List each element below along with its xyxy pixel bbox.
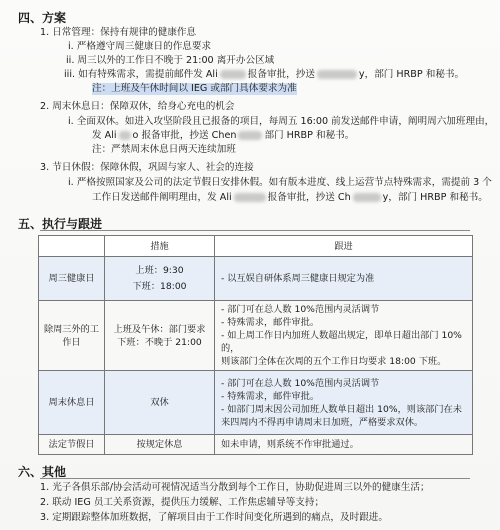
row-measure: 上班：9:30 下班：18:00 (105, 257, 215, 301)
row-name: 周三健康日 (39, 257, 105, 301)
redacted-name (234, 193, 266, 202)
table-header-row (39, 236, 473, 257)
plan-item-1-ii: ii. 周三以外的工作日不晚于 21:00 离开办公区域 (66, 55, 275, 66)
redacted-name (119, 131, 131, 140)
table-row (39, 257, 473, 301)
row-follow: - 部门可在总人数 10%范围内灵活调节 - 特殊需求，邮件审批。 - 如上周工作日内加班人数超出规定，即单日超出部门 10%的， 则该部门全体在次周的五个工作日均要求 18:00 下班。 (215, 301, 473, 371)
plan-item-3-i-cont: 工作日发送邮件阐明理由，发 Ali 报备审批，抄送 Ch y，部门 HRBP 和秘书。 (92, 192, 488, 203)
section-divider (40, 478, 470, 479)
row-measure: 双休 (105, 371, 215, 435)
plan-item-3-i: i. 严格按照国家及公司的法定节假日安排休假。如有版本进度、线上运营节点特殊需求，需提前 3 个 (68, 177, 492, 188)
redacted-name (238, 131, 262, 140)
other-item-3: 3. 定期跟踪整体加班数据，了解项目由于工作时间变化所遇到的痛点，及时跟进。 (40, 512, 388, 523)
execution-table (38, 235, 473, 455)
section-heading-execution: 五、执行与跟进 (18, 217, 103, 231)
other-item-1: 1. 光子各俱乐部/协会活动可视情况适当分散到每个工作日，协助促进周三以外的健康生活； (40, 482, 430, 493)
column-header-follow: 跟进 (215, 236, 473, 257)
row-follow: - 部门可在总人数 10%范围内灵活调节 - 特殊需求，邮件审批。 - 如部门周末因公司加班人数单日超出 10%，则该部门在未 来四周内不得再申请周末日加班，严格要求双休。 (215, 371, 473, 435)
section-heading-plan: 四、方案 (18, 11, 67, 25)
row-follow: 如未申请，则系统不作审批通过。 (215, 435, 473, 455)
plan-item-2-note: 注：严禁周末休息日两天连续加班 (92, 144, 236, 155)
table-row (39, 301, 473, 371)
row-measure: 上班及午休：部门要求 下班：不晚于 21:00 (105, 301, 215, 371)
row-name: 除周三外的工作日 (39, 301, 105, 371)
column-header-measure: 措施 (105, 236, 215, 257)
section-divider (40, 230, 470, 231)
redacted-name (353, 193, 381, 202)
row-name: 周末休息日 (39, 371, 105, 435)
row-measure: 按规定休息 (105, 435, 215, 455)
plan-item-1-iii: iii. 如有特殊需求，需提前邮件发 Ali 报备审批，抄送 y，部门 HRBP 和秘书。 (64, 69, 465, 80)
redacted-name (317, 70, 357, 79)
other-item-2: 2. 联动 IEG 员工关系资源，提供压力缓解、工作焦虑辅导等支持； (40, 497, 325, 508)
table-row (39, 435, 473, 455)
table-row (39, 371, 473, 435)
plan-item-2-i-cont: 发 Ali o 报备审批，抄送 Chen 部门 HRBP 和秘书。 (92, 130, 355, 141)
row-follow: - 以互娱自研体系周三健康日规定为准 (215, 257, 473, 301)
row-name: 法定节假日 (39, 435, 105, 455)
plan-item-1-i: i. 严格遵守周三健康日的作息要求 (68, 41, 212, 52)
plan-item-2-title: 2. 周末休息日：保障双休，给身心充电的机会 (40, 101, 235, 112)
plan-item-1-note: 注：上班及午休时间以 IEG 或部门具体要求为准 (92, 83, 297, 94)
redacted-name (220, 70, 246, 79)
column-header-blank (39, 236, 105, 257)
plan-item-3-title: 3. 节日休假：保障休假，巩固与家人、社会的连接 (40, 162, 254, 173)
plan-item-1-title: 1. 日常管理：保持有规律的健康作息 (40, 27, 197, 38)
plan-item-2-i: i. 全面双休。如进入攻坚阶段且已报备的项目，每周五 16:00 前发送邮件申请，阐明周六加班理由， (68, 116, 495, 127)
section-heading-other: 六、其他 (18, 465, 67, 479)
